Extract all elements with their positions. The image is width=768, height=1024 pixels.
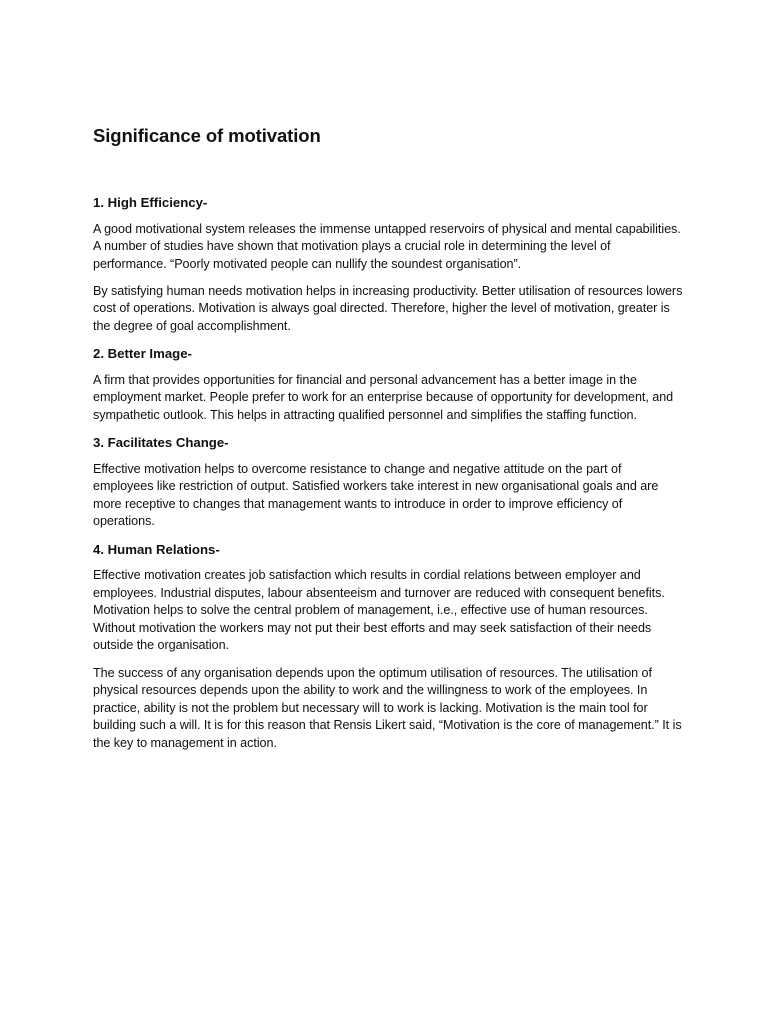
section-better-image <box>93 345 683 424</box>
section-high-efficiency <box>93 194 683 336</box>
paragraph: By satisfying human needs motivation helps in increasing productivity. Better utilisation of resources lowers cost of operations. Motivation is always goal directed. Therefore, higher the level of motivation, greater is the degree of goal accomplishment. <box>93 283 683 334</box>
page-title: Significance of motivation <box>93 125 321 146</box>
paragraph: A firm that provides opportunities for financial and personal advancement has a better image in the employment market. People prefer to work for an enterprise because of opportunity for development, and sympathetic outlook. This helps in attracting qualified personnel and simplifies the staffing function. <box>93 372 674 422</box>
section-heading: 1. High Efficiency- <box>93 195 208 210</box>
section-heading: 2. Better Image- <box>93 346 192 362</box>
paragraph: Effective motivation helps to overcome resistance to change and negative attitude on the part of employees like restriction of output. Satisfied workers take interest in new organisational goals and are more receptive to changes that management wants to introduce in order to improve efficiency of operations. <box>93 461 659 529</box>
paragraph: Effective motivation creates job satisfaction which results in cordial relations between employer and employees. Industrial disputes, labour absenteeism and turnover are reduced with consequent benefits. Motivation helps to solve the central problem of management, i.e., effective use of human resources. Without motivation the workers may not put their best efforts and may seek satisfaction of their needs outside the organisation. <box>93 568 665 653</box>
paragraph: A good motivational system releases the immense untapped reservoirs of physical and mental capabilities. A number of studies have shown that motivation plays a crucial role in determining the level of performance. “Poorly motivated people can nullify the soundest organisation”. <box>93 221 681 271</box>
paragraph: The success of any organisation depends upon the optimum utilisation of resources. The utilisation of physical resources depends upon the ability to work and the willingness to work of the employees. In practice, ability is not the problem but necessary will to work is lacking. Motivation is the main tool for building such a will. It is for this reason that Rensis Likert said, “Motivation is the core of management.” It is the key to management in action. <box>93 665 682 750</box>
section-human-relations <box>93 541 683 753</box>
section-heading: 3. Facilitates Change- <box>93 435 229 451</box>
section-facilitates-change <box>93 434 683 531</box>
document-page <box>93 124 683 762</box>
section-heading: 4. Human Relations- <box>93 541 220 557</box>
